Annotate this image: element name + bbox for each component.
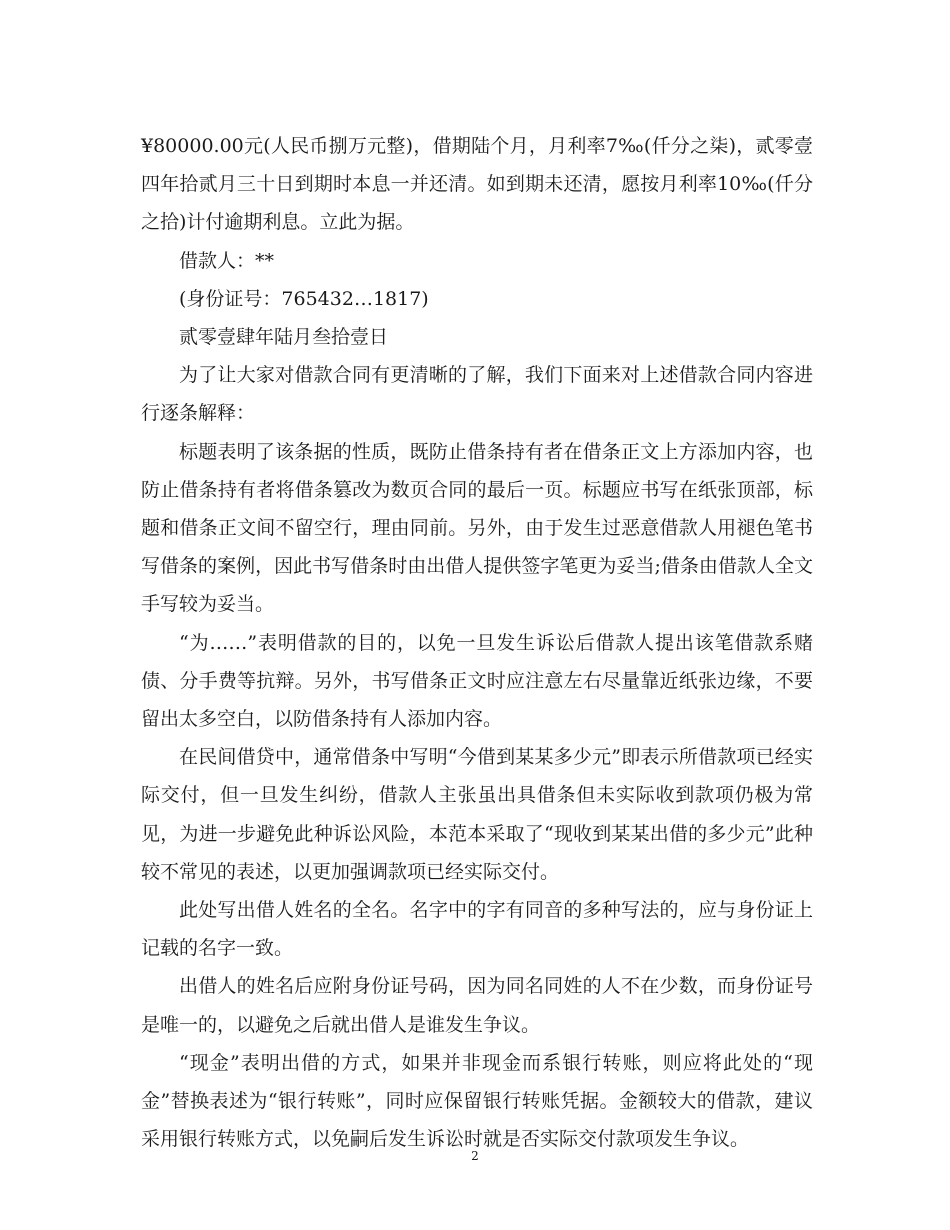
paragraph-lender-id: 出借人的姓名后应附身份证号码，因为同名同姓的人不在少数，而身份证号是唯一的，以避免之后就出借人是谁发生争议。 [141,975,813,1036]
paragraph-delivery-explanation: 在民间借贷中，通常借条中写明“今借到某某多少元”即表示所借款项已经实际交付，但一旦发生纠纷，借款人主张虽出具借条但未实际收到款项仍极为常见，为进一步避免此种诉讼风险，本范本采取了“现收到某某出借的多少元”此种较不常见的表述，以更加强调款项已经实际交付。 [141,746,813,883]
paragraph-lender-name: 此处写出借人姓名的全名。名字中的字有同音的多种写法的，应与身份证上记载的名字一致。 [141,899,813,960]
paragraph-purpose-explanation: “为……”表明借款的目的，以免一旦发生诉讼后借款人提出该笔借款系赌债、分手费等抗辩。另外，书写借条正文时应注意左右尽量靠近纸张边缘，不要留出太多空白，以防借条持有人添加内容。 [141,631,813,731]
paragraph-date: 贰零壹肆年陆月叁拾壹日 [179,326,389,349]
paragraph-intro: 为了让大家对借款合同有更清晰的了解，我们下面来对上述借款合同内容进行逐条解释： [141,364,813,425]
page-number: 2 [471,1149,479,1163]
document-body [141,127,813,1158]
paragraph-loan-terms: ¥80000.00元(人民币捌万元整)，借期陆个月，月利率7‰(仟分之柒)，贰零壹四年拾贰月三十日到期时本息一并还清。如到期未还清，愿按月利率10‰(仟分之拾)计付逾期利息。立此为据。 [141,135,813,234]
paragraph-title-explanation: 标题表明了该条据的性质，既防止借条持有者在借条正文上方添加内容，也防止借条持有者将借条篡改为数页合同的最后一页。标题应书写在纸张顶部，标题和借条正文间不留空行，理由同前。另外，由于发生过恶意借款人用褪色笔书写借条的案例，因此书写借条时由出借人提供签字笔更为妥当;借条由借款人全文手写较为妥当。 [141,440,813,616]
paragraph-cash-explanation: “现金”表明出借的方式，如果并非现金而系银行转账，则应将此处的“现金”替换表述为“银行转账”，同时应保留银行转账凭据。金额较大的借款，建议采用银行转账方式，以免嗣后发生诉讼时就是否实际交付款项发生争议。 [141,1051,813,1151]
paragraph-borrower: 借款人：** [179,249,275,272]
paragraph-id-number: (身份证号：765432…1817) [179,287,429,310]
